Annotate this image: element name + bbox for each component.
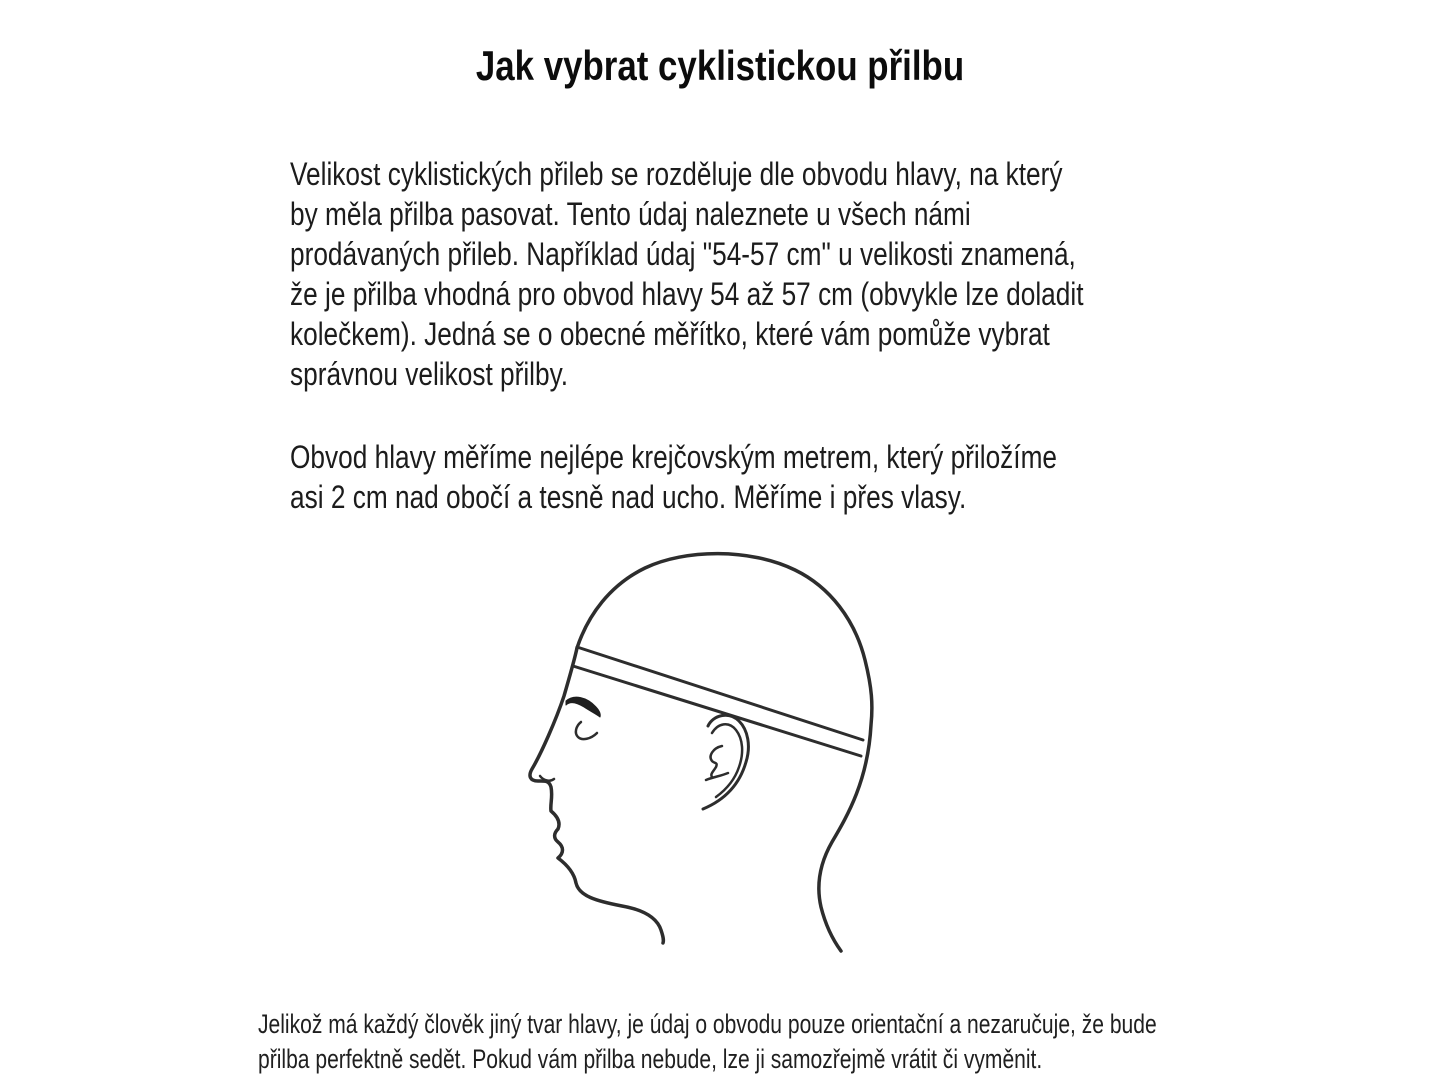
ear-concha-line: [711, 746, 722, 777]
text-line: prodávaných přileb. Například údaj "54-57 cm" u velikosti znamená,: [290, 236, 1076, 272]
text-line: správnou velikost přilby.: [290, 356, 569, 392]
text-line: Obvod hlavy měříme nejlépe krejčovským metrem, který přiložíme: [290, 439, 1058, 475]
page-title: Jak vybrat cyklistickou přilbu: [475, 42, 965, 90]
text-line: přilba perfektně sedět. Pokud vám přilba nebude, lze ji samozřejmě vrátit či vyměnit.: [258, 1044, 1043, 1074]
text-line: Velikost cyklistických přileb se rozděluje dle obvodu hlavy, na který: [290, 156, 1063, 192]
head-measurement-illustration: [500, 540, 950, 1010]
face-profile-outline: [530, 648, 663, 943]
closed-eye-line: [576, 722, 597, 739]
text-line: Jelikož má každý člověk jiný tvar hlavy, je údaj o obvodu pouze orientační a nezaručuje, že bude: [258, 1009, 1157, 1039]
ear-inner-line: [712, 724, 742, 797]
text-line: že je přilba vhodná pro obvod hlavy 54 až 57 cm (obvykle lze doladit: [290, 276, 1084, 312]
skull-outline: [577, 554, 872, 951]
ear-lobe-line: [706, 773, 728, 780]
measuring-tape-lower-line: [573, 666, 861, 756]
eyebrow-shape: [566, 697, 600, 717]
footer-note: [258, 1007, 1157, 1077]
text-line: by měla přilba pasovat. Tento údaj naleznete u všech námi: [290, 196, 971, 232]
paragraph-measuring-info: [290, 437, 1057, 517]
text-line: kolečkem). Jedná se o obecné měřítko, které vám pomůže vybrat: [290, 316, 1050, 352]
text-line: asi 2 cm nad obočí a tesně nad ucho. Měříme i přes vlasy.: [290, 479, 967, 515]
paragraph-sizing-info: [290, 154, 1083, 394]
